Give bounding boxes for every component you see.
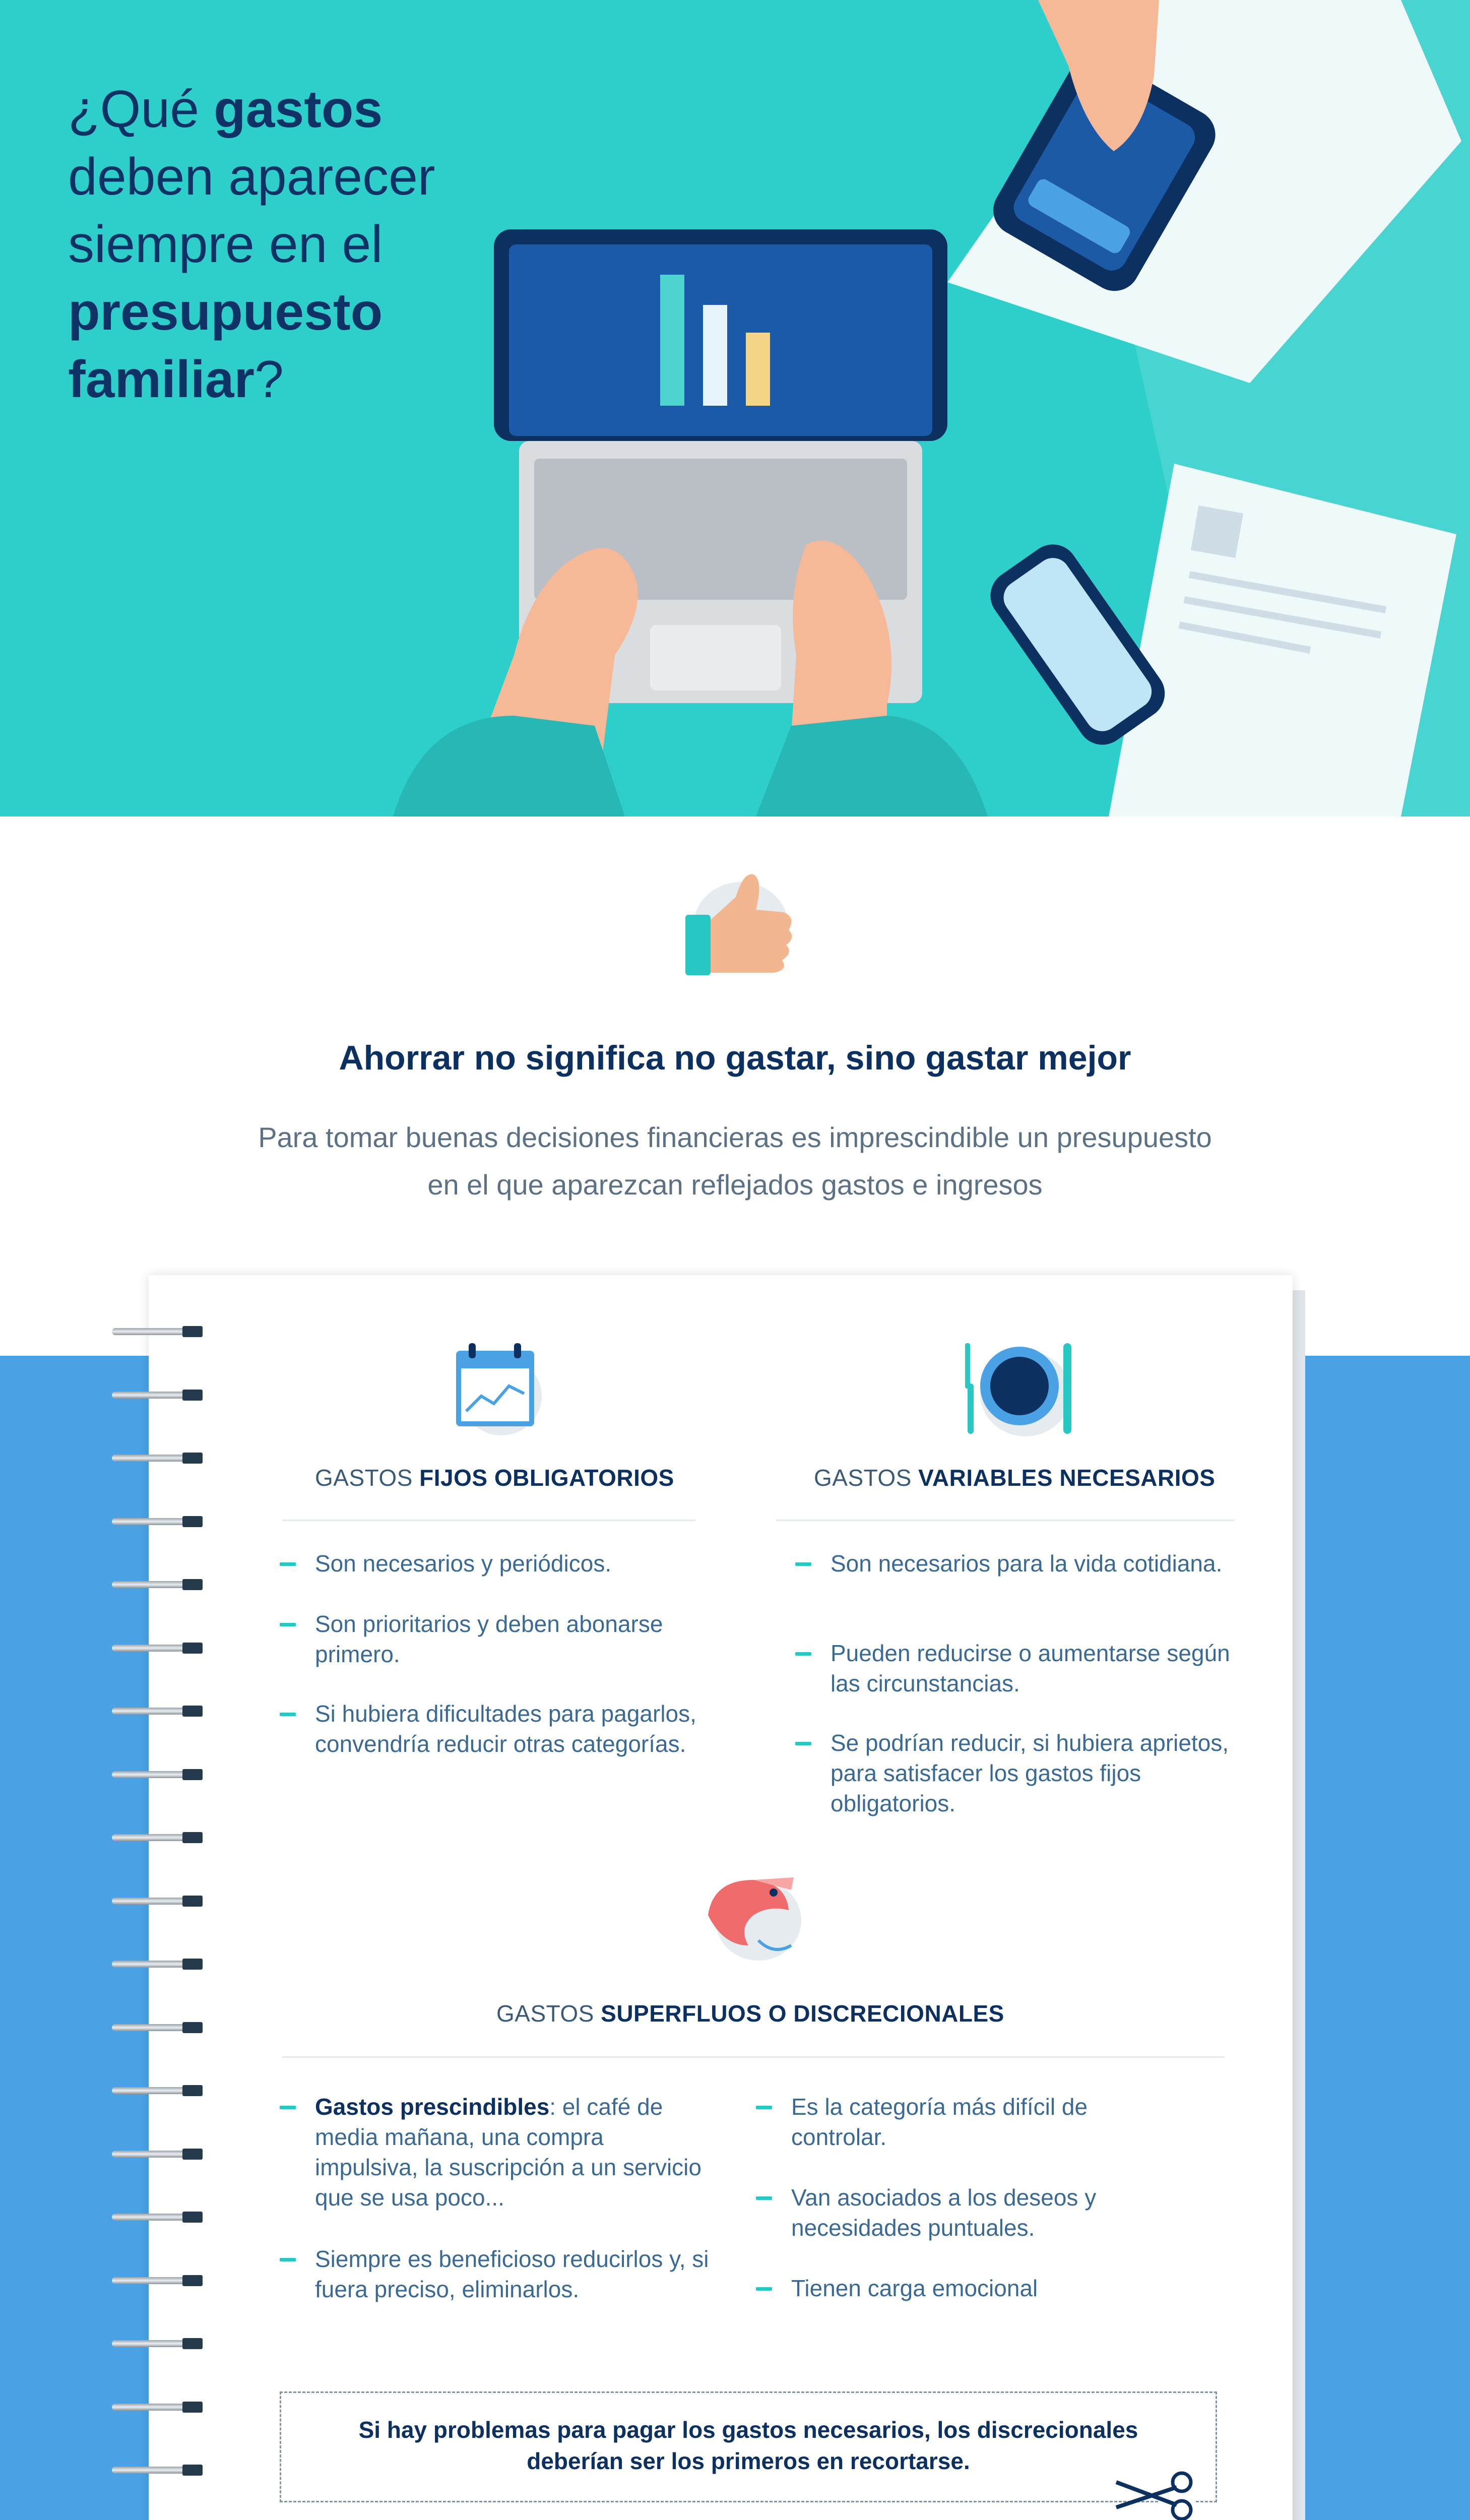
spiral-ring bbox=[112, 1893, 203, 1910]
spiral-ring bbox=[112, 2146, 203, 2163]
superfluous-expenses-title: GASTOS SUPERFLUOS O DISCRECIONALES bbox=[496, 2000, 1004, 2027]
intro-title: Ahorrar no significa no gastar, sino gastar mejor bbox=[339, 1039, 1131, 1077]
superfluous-item-2: Siempre es beneficioso reducirlos y, si fuera preciso, eliminarlos. bbox=[315, 2244, 713, 2304]
spiral-ring bbox=[112, 1766, 203, 1783]
spiral-ring bbox=[112, 1387, 203, 1404]
fixed-item-1: Son necesarios y periódicos. bbox=[315, 1548, 713, 1579]
hero-title: ¿Qué gastos deben aparecer siempre en el presupuesto familiar? bbox=[68, 80, 435, 409]
spiral-ring bbox=[112, 1640, 203, 1657]
spiral-ring bbox=[112, 2082, 203, 2099]
spiral-ring bbox=[112, 2209, 203, 2226]
superfluous-item-4: Van asociados a los deseos y necesidades puntuales. bbox=[791, 2182, 1184, 2243]
spiral-ring bbox=[112, 1829, 203, 1846]
spiral-ring bbox=[112, 2399, 203, 2416]
tip-text: Si hay problemas para pagar los gastos necesarios, los discrecionales deberían ser los primeros en recortarse. bbox=[358, 2417, 1138, 2474]
superfluous-item-1: Gastos prescindibles: el café de media mañana, una compra impulsiva, la suscripción a un servicio que se usa poco... bbox=[315, 2092, 713, 2213]
spiral-ring bbox=[112, 1703, 203, 1720]
thumbs-up-icon bbox=[675, 867, 796, 983]
variable-item-3: Se podrían reducir, si hubiera aprietos, para satisfacer los gastos fijos obligatorios. bbox=[830, 1728, 1234, 1818]
spiral-ring bbox=[112, 1576, 203, 1593]
variable-item-2: Pueden reducirse o aumentarse según las circunstancias. bbox=[830, 1638, 1234, 1698]
spiral-ring bbox=[112, 2462, 203, 2479]
spiral-ring bbox=[112, 2272, 203, 2289]
plate-cutlery-icon bbox=[960, 1338, 1081, 1439]
calendar-chart-icon bbox=[451, 1341, 542, 1436]
tip-box bbox=[280, 2391, 1217, 2502]
intro-text: Para tomar buenas decisiones financieras es imprescindible un presupuesto en el que aparezcan reflejados gastos e ingresos bbox=[258, 1121, 1212, 1201]
divider bbox=[776, 1520, 1235, 1521]
superfluous-item-5: Tienen carga emocional bbox=[791, 2273, 1184, 2303]
spiral-ring bbox=[112, 1450, 203, 1467]
variable-expenses-title: GASTOS VARIABLES NECESARIOS bbox=[814, 1465, 1216, 1491]
variable-item-1: Son necesarios para la vida cotidiana. bbox=[830, 1548, 1234, 1579]
fixed-expenses-title: GASTOS FIJOS OBLIGATORIOS bbox=[315, 1465, 674, 1491]
spiral-ring bbox=[112, 1323, 203, 1340]
divider bbox=[282, 2056, 1225, 2058]
hero-banner bbox=[0, 0, 1470, 816]
fixed-item-3: Si hubiera dificultades para pagarlos, convendría reducir otras categorías. bbox=[315, 1698, 713, 1759]
fixed-item-2: Son prioritarios y deben abonarse primero. bbox=[315, 1609, 713, 1669]
shrimp-icon bbox=[698, 1870, 814, 1966]
spiral-ring bbox=[112, 2019, 203, 2036]
scissors-icon bbox=[1111, 2467, 1197, 2520]
divider bbox=[282, 1520, 695, 1521]
spiral-ring bbox=[112, 1513, 203, 1530]
superfluous-item-3: Es la categoría más difícil de controlar. bbox=[791, 2092, 1184, 2152]
spiral-ring bbox=[112, 2335, 203, 2352]
spiral-ring bbox=[112, 1956, 203, 1973]
